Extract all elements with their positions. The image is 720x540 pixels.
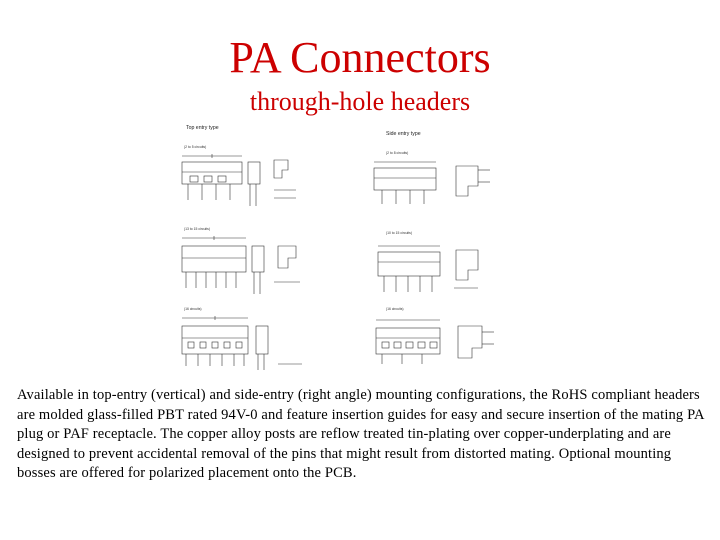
connector-drawings-figure [178, 120, 530, 376]
left-group-2-label: (13 to 15 circuits) [184, 227, 211, 231]
slide-subtitle: through-hole headers [249, 87, 471, 116]
side-entry-caption: Side entry type [386, 131, 421, 137]
left-group-1-label: (2 to 5 circuits) [184, 145, 207, 149]
description-paragraph: Available in top-entry (vertical) and side-entry (right angle) mounting configurations, the RoHS compliant headers are molded glass-filled PBT rated 94V-0 and feature insertion guides for easy and secure insertion of the mating PA plug or PAF receptacle. The copper alloy posts are reflow treated tin-plating over copper-underplating and are designed to prevent accidental removal of the pins that might result from distorted mating. Optional mounting bosses are offered for polarized placement onto the PCB. [17, 387, 704, 482]
connector-drawings-svg [178, 120, 530, 376]
top-entry-caption: Top entry type [186, 125, 219, 131]
left-group-3-label: (16 circuits) [184, 307, 202, 311]
slide-title: PA Connectors [229, 33, 491, 82]
right-group-3-label: (16 circuits) [386, 307, 404, 311]
right-group-1-label: (2 to 8 circuits) [386, 151, 409, 155]
right-group-2-label: (10 to 15 circuits) [386, 231, 413, 235]
